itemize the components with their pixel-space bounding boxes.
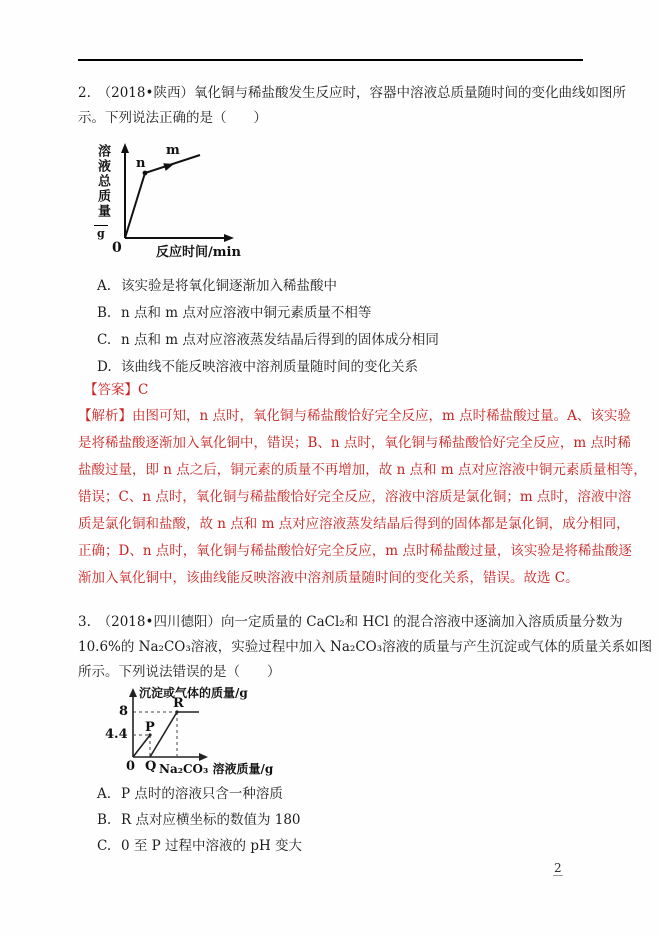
- question-3-options: [97, 781, 302, 859]
- option-text: R 点对应横坐标的数值为 180: [121, 812, 301, 828]
- y-axis-label: 溶液总质量: [95, 144, 110, 219]
- header-divider: [78, 59, 583, 61]
- question-3-stem-line: 所示。下列说法错误的是（ ）: [78, 664, 281, 680]
- question-3-graph: [104, 686, 282, 783]
- analysis-line: 【解析】由图可知，n 点时，氧化铜与稀盐酸恰好完全反应，m 点时稀盐酸过量。A、该实验: [78, 408, 631, 424]
- question-2-options: [97, 273, 439, 381]
- option-key: A.: [97, 278, 112, 294]
- point-n-marker: [143, 171, 148, 176]
- x-axis-label: 反应时间/min: [156, 245, 241, 260]
- curve-arrow-icon: [163, 160, 175, 171]
- y-axis-label: 沉淀或气体的质量/g: [139, 686, 248, 700]
- option-b: [97, 807, 302, 833]
- analysis-line: 质是氯化铜和盐酸，故 n 点和 m 点对应溶液蒸发结晶后得到的固体都是氯化铜，成分相同，: [78, 516, 630, 532]
- option-text: 该实验是将氧化铜逐渐加入稀盐酸中: [121, 278, 337, 294]
- option-key: C.: [97, 332, 112, 348]
- analysis-line: 是将稀盐酸逐渐加入氧化铜中，错误；B、n 点时，氧化铜与稀盐酸恰好完全反应，m 点时稀: [78, 435, 631, 451]
- option-key: A.: [97, 786, 112, 802]
- option-text: 该曲线不能反映溶液中溶剂质量随时间的变化关系: [121, 359, 418, 375]
- origin-label: 0: [126, 759, 136, 774]
- answer-line: [84, 377, 148, 404]
- question-2-stem-line: 示。下列说法正确的是（ ）: [78, 110, 267, 126]
- option-c: [97, 833, 302, 859]
- y-tick-8: 8: [119, 704, 129, 719]
- option-text: 0 至 P 过程中溶液的 pH 变大: [121, 838, 303, 854]
- option-a: [97, 781, 302, 807]
- y-axis-unit: g: [94, 225, 108, 240]
- option-b: [97, 300, 439, 327]
- option-c: [97, 327, 439, 354]
- option-key: C.: [97, 838, 112, 854]
- option-key: D.: [97, 359, 112, 375]
- analysis-line: 正确；D、n 点时，氧化铜与稀盐酸恰好完全反应，m 点时稀盐酸过量，该实验是将稀盐酸逐: [78, 543, 632, 559]
- option-text: P 点时的溶液只含一种溶质: [121, 786, 283, 802]
- question-2-graph: [86, 140, 266, 268]
- point-p-label: P: [145, 720, 155, 735]
- analysis-line: 渐加入氧化铜中，该曲线能反映溶液中溶剂质量随时间的变化关系，错误。故选 C。: [78, 570, 579, 586]
- point-n-label: n: [136, 156, 146, 171]
- y-axis-arrow-icon: [121, 143, 129, 153]
- point-r-label: R: [173, 696, 184, 711]
- option-text: n 点和 m 点对应溶液中铜元素质量不相等: [121, 305, 372, 321]
- precipitate-line: [150, 712, 199, 757]
- answer-value: C: [138, 382, 149, 398]
- origin-label: 0: [112, 240, 122, 256]
- y-axis-arrow-icon: [129, 688, 137, 697]
- option-key: B.: [97, 812, 112, 828]
- x-axis-label: Na₂CO₃ 溶液质量/g: [159, 762, 274, 776]
- gas-line: [133, 735, 150, 757]
- page-number: 2: [554, 861, 562, 875]
- question-3-stem: [78, 610, 653, 685]
- option-key: B.: [97, 305, 112, 321]
- question-3-stem-line: 3. （2018•四川德阳）向一定质量的 CaCl₂和 HCl 的混合溶液中逐滴加入溶质质量分数为: [78, 614, 623, 630]
- analysis-block: [78, 403, 647, 592]
- question-3-stem-line: 10.6%的 Na₂CO₃溶液，实验过程中加入 Na₂CO₃溶液的质量与产生沉淀或气体的质量关系如图: [78, 639, 653, 655]
- y-tick-4-4: 4.4: [105, 727, 128, 742]
- q-label: Q: [145, 759, 157, 774]
- answer-label: 【答案】: [84, 382, 138, 398]
- point-m-label: m: [166, 143, 180, 158]
- question-2-stem-line: 2. （2018•陕西）氧化铜与稀盐酸发生反应时，容器中溶液总质量随时间的变化曲线如图所: [78, 85, 626, 101]
- analysis-line: 盐酸过量，即 n 点之后，铜元素的质量不再增加，故 n 点和 m 点对应溶液中铜元素质量相等，: [78, 462, 647, 478]
- question-2-stem: [78, 81, 626, 131]
- option-a: [97, 273, 439, 300]
- analysis-line: 错误；C、n 点时，氧化铜与稀盐酸恰好完全反应，溶液中溶质是氯化铜；m 点时，溶液中溶: [78, 489, 632, 505]
- option-text: n 点和 m 点对应溶液蒸发结晶后得到的固体成分相同: [121, 332, 439, 348]
